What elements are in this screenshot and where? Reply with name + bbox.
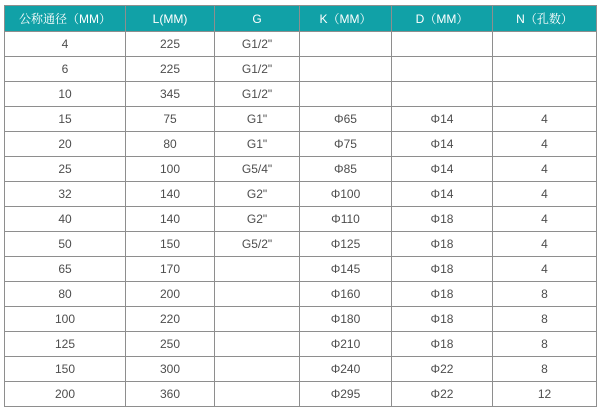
table-cell: G1"	[215, 107, 300, 132]
table-row	[5, 332, 597, 357]
table-cell: 225	[126, 57, 215, 82]
table-cell: 65	[5, 257, 126, 282]
table-cell: Φ18	[392, 282, 493, 307]
table-cell: 10	[5, 82, 126, 107]
table-cell: Φ210	[300, 332, 392, 357]
table-cell: G1/2"	[215, 82, 300, 107]
table-row	[5, 307, 597, 332]
table-row	[5, 57, 597, 82]
table-header	[5, 6, 597, 32]
table-row	[5, 232, 597, 257]
table-cell	[300, 32, 392, 57]
table-cell: 220	[126, 307, 215, 332]
table-cell: 32	[5, 182, 126, 207]
table-cell: Φ14	[392, 132, 493, 157]
table-cell: 4	[493, 257, 597, 282]
table-cell	[493, 32, 597, 57]
table-row	[5, 32, 597, 57]
table-cell: 4	[493, 232, 597, 257]
table-cell: Φ85	[300, 157, 392, 182]
table-cell: Φ65	[300, 107, 392, 132]
table-cell: 150	[126, 232, 215, 257]
table-cell	[493, 57, 597, 82]
table-cell: Φ180	[300, 307, 392, 332]
table-cell: Φ240	[300, 357, 392, 382]
table-cell: 8	[493, 282, 597, 307]
header-cell-nominal-diameter: 公称通径（MM）	[5, 6, 126, 32]
table-cell: 75	[126, 107, 215, 132]
table-row	[5, 207, 597, 232]
table-row	[5, 257, 597, 282]
table-cell: 225	[126, 32, 215, 57]
table-row	[5, 357, 597, 382]
table-cell: G1/2"	[215, 57, 300, 82]
table-cell	[215, 307, 300, 332]
table-body	[5, 32, 597, 407]
table-cell: Φ22	[392, 357, 493, 382]
table-cell: 360	[126, 382, 215, 407]
table-cell	[215, 282, 300, 307]
table-cell: 12	[493, 382, 597, 407]
table-cell	[215, 357, 300, 382]
table-cell: G2"	[215, 207, 300, 232]
table-cell: Φ145	[300, 257, 392, 282]
table-cell	[215, 257, 300, 282]
dimension-spec-table	[4, 5, 597, 407]
table-cell: Φ100	[300, 182, 392, 207]
table-cell: Φ160	[300, 282, 392, 307]
table-cell: Φ22	[392, 382, 493, 407]
table-row	[5, 282, 597, 307]
table-cell: 8	[493, 357, 597, 382]
table-cell: 50	[5, 232, 126, 257]
table-cell: 250	[126, 332, 215, 357]
table-cell: 6	[5, 57, 126, 82]
table-cell	[392, 82, 493, 107]
table-cell: 4	[493, 157, 597, 182]
table-cell: 80	[5, 282, 126, 307]
table-cell: 4	[5, 32, 126, 57]
table-cell: 140	[126, 182, 215, 207]
table-cell	[493, 82, 597, 107]
table-cell: Φ14	[392, 182, 493, 207]
table-cell: Φ125	[300, 232, 392, 257]
table-cell	[392, 57, 493, 82]
header-cell-length-l: L(MM)	[126, 6, 215, 32]
table-cell: G5/2"	[215, 232, 300, 257]
table-row	[5, 107, 597, 132]
table-cell: G5/4"	[215, 157, 300, 182]
table-cell: G2"	[215, 182, 300, 207]
table-cell: 150	[5, 357, 126, 382]
table-row	[5, 132, 597, 157]
header-cell-thread-g: G	[215, 6, 300, 32]
table-cell	[215, 332, 300, 357]
table-cell: G1"	[215, 132, 300, 157]
table-cell: Φ18	[392, 257, 493, 282]
table-cell: Φ18	[392, 207, 493, 232]
table-cell: 4	[493, 107, 597, 132]
table-cell: 125	[5, 332, 126, 357]
table-cell: Φ18	[392, 307, 493, 332]
table-cell: Φ295	[300, 382, 392, 407]
table-cell: 170	[126, 257, 215, 282]
table-cell: 100	[126, 157, 215, 182]
table-cell: 8	[493, 332, 597, 357]
table-cell: Φ75	[300, 132, 392, 157]
table-cell	[300, 82, 392, 107]
table-cell: G1/2"	[215, 32, 300, 57]
table-cell: 140	[126, 207, 215, 232]
table-cell: 20	[5, 132, 126, 157]
table-cell	[215, 382, 300, 407]
header-row	[5, 6, 597, 32]
table-cell: 200	[126, 282, 215, 307]
table-cell: Φ18	[392, 232, 493, 257]
table-cell: 200	[5, 382, 126, 407]
table-cell: 15	[5, 107, 126, 132]
table-row	[5, 182, 597, 207]
table-cell	[392, 32, 493, 57]
table-cell: 40	[5, 207, 126, 232]
table-cell: 300	[126, 357, 215, 382]
table-cell	[300, 57, 392, 82]
table-cell: 4	[493, 182, 597, 207]
table-cell: 345	[126, 82, 215, 107]
header-cell-hole-diameter-d: D（MM）	[392, 6, 493, 32]
table-cell: 100	[5, 307, 126, 332]
table-cell: 25	[5, 157, 126, 182]
table-cell: 4	[493, 132, 597, 157]
table-cell: 8	[493, 307, 597, 332]
table-cell: 4	[493, 207, 597, 232]
table-row	[5, 382, 597, 407]
header-cell-hole-count-n: N（孔数）	[493, 6, 597, 32]
table-cell: Φ14	[392, 107, 493, 132]
table-cell: Φ14	[392, 157, 493, 182]
table-row	[5, 82, 597, 107]
table-row	[5, 157, 597, 182]
table-cell: 80	[126, 132, 215, 157]
header-cell-bolt-circle-k: K（MM）	[300, 6, 392, 32]
table-cell: Φ110	[300, 207, 392, 232]
table-cell: Φ18	[392, 332, 493, 357]
